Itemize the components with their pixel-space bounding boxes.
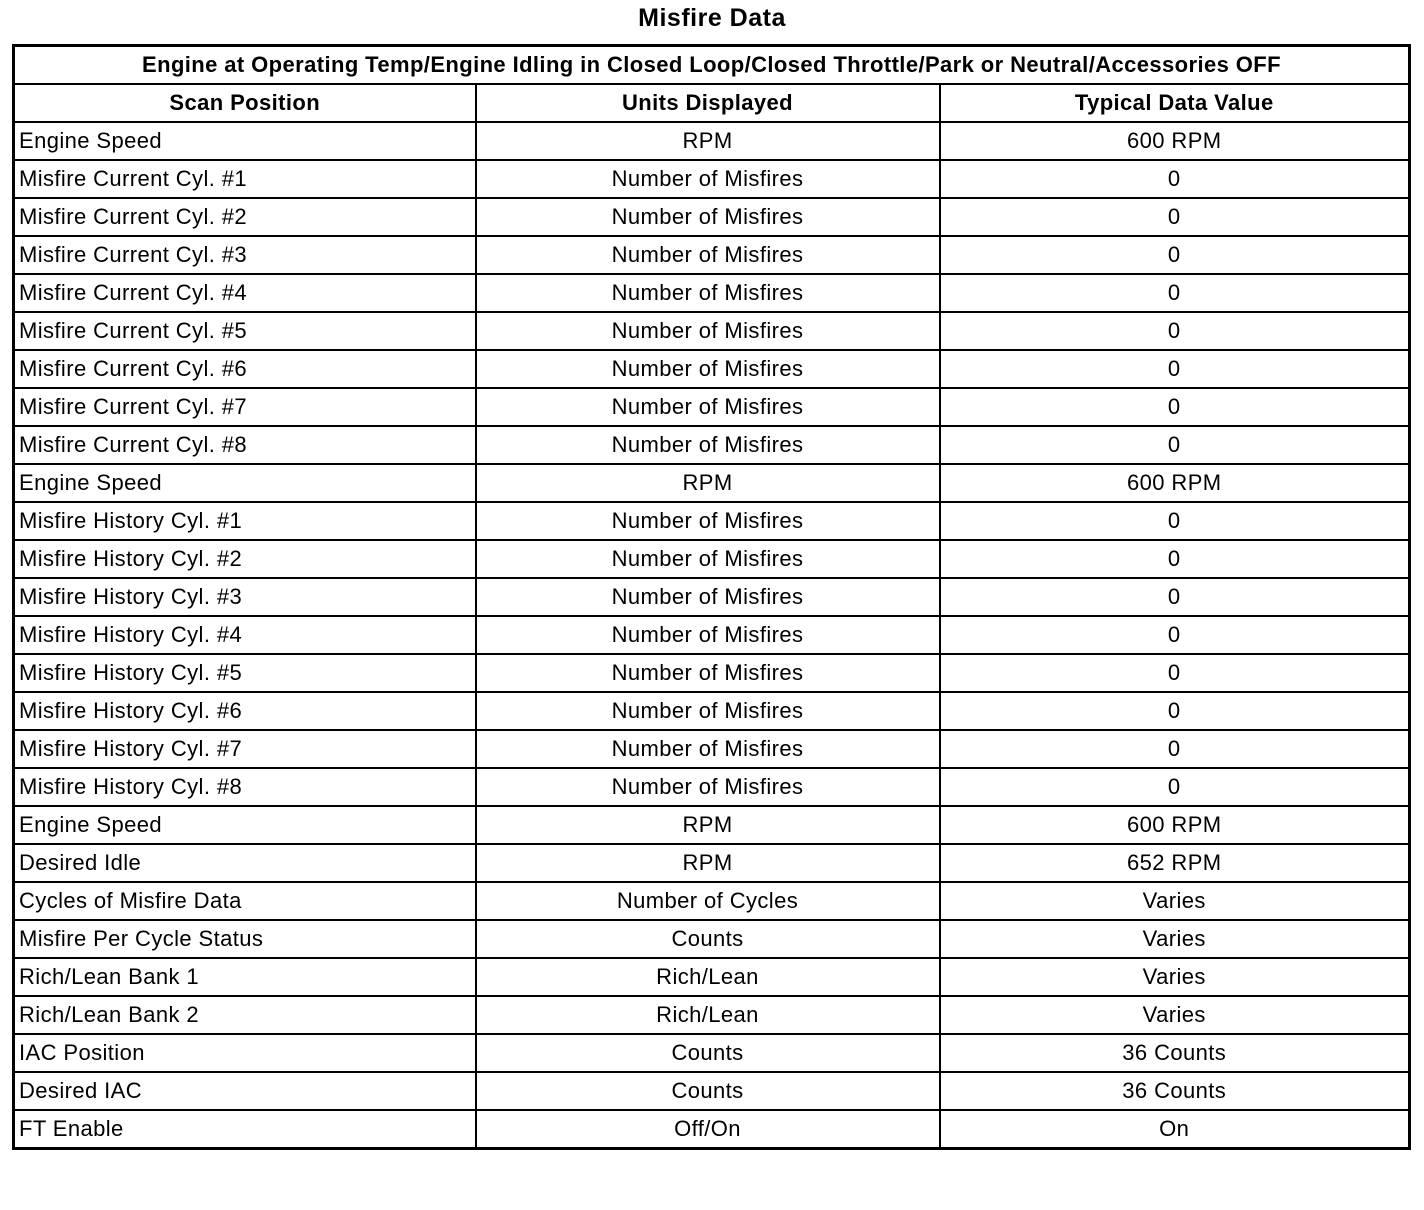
scan-position-cell: Misfire History Cyl. #3 [14, 578, 476, 616]
units-displayed-cell: Number of Misfires [476, 654, 940, 692]
typical-data-value-cell: 600 RPM [940, 464, 1410, 502]
scan-position-cell: Misfire History Cyl. #6 [14, 692, 476, 730]
table-row [14, 996, 1410, 1034]
typical-data-value-cell: 0 [940, 502, 1410, 540]
page-title: Misfire Data [638, 4, 786, 32]
units-displayed-cell: RPM [476, 122, 940, 160]
condition-row [14, 46, 1410, 85]
typical-data-value-cell: 0 [940, 692, 1410, 730]
table-row [14, 350, 1410, 388]
units-displayed-cell: RPM [476, 806, 940, 844]
scan-position-cell: FT Enable [14, 1110, 476, 1149]
typical-data-value-cell: 0 [940, 730, 1410, 768]
scan-position-cell: Misfire Current Cyl. #6 [14, 350, 476, 388]
scan-position-cell: Desired IAC [14, 1072, 476, 1110]
units-displayed-cell: Number of Misfires [476, 236, 940, 274]
scan-position-cell: Misfire Current Cyl. #1 [14, 160, 476, 198]
scan-position-cell: Cycles of Misfire Data [14, 882, 476, 920]
scan-position-cell: Misfire Current Cyl. #5 [14, 312, 476, 350]
units-displayed-cell: Number of Cycles [476, 882, 940, 920]
typical-data-value-cell: 600 RPM [940, 806, 1410, 844]
table-row [14, 730, 1410, 768]
typical-data-value-cell: 0 [940, 160, 1410, 198]
scan-position-cell: Misfire Per Cycle Status [14, 920, 476, 958]
units-displayed-cell: Number of Misfires [476, 616, 940, 654]
table-row [14, 122, 1410, 160]
units-displayed-cell: Counts [476, 1072, 940, 1110]
units-displayed-cell: Number of Misfires [476, 274, 940, 312]
table-row [14, 426, 1410, 464]
scan-position-cell: Misfire Current Cyl. #2 [14, 198, 476, 236]
table-row [14, 578, 1410, 616]
units-displayed-cell: Number of Misfires [476, 388, 940, 426]
scan-position-cell: Engine Speed [14, 122, 476, 160]
table-row [14, 236, 1410, 274]
units-displayed-cell: Number of Misfires [476, 312, 940, 350]
scan-position-cell: Engine Speed [14, 806, 476, 844]
typical-data-value-cell: Varies [940, 958, 1410, 996]
misfire-data-table [12, 44, 1411, 1150]
units-displayed-cell: Number of Misfires [476, 578, 940, 616]
table-row [14, 1072, 1410, 1110]
table-row [14, 882, 1410, 920]
units-displayed-cell: Number of Misfires [476, 160, 940, 198]
table-row [14, 502, 1410, 540]
scan-position-cell: Misfire History Cyl. #2 [14, 540, 476, 578]
table-row [14, 312, 1410, 350]
units-displayed-cell: Counts [476, 1034, 940, 1072]
typical-data-value-cell: 0 [940, 540, 1410, 578]
table-row [14, 616, 1410, 654]
scan-position-cell: Engine Speed [14, 464, 476, 502]
typical-data-value-cell: 0 [940, 198, 1410, 236]
typical-data-value-cell: Varies [940, 996, 1410, 1034]
table-row [14, 958, 1410, 996]
typical-data-value-cell: 0 [940, 350, 1410, 388]
units-displayed-cell: Number of Misfires [476, 350, 940, 388]
scan-position-cell: Misfire Current Cyl. #4 [14, 274, 476, 312]
column-header-units-displayed: Units Displayed [476, 84, 940, 122]
typical-data-value-cell: 600 RPM [940, 122, 1410, 160]
column-header-scan-position: Scan Position [14, 84, 476, 122]
typical-data-value-cell: On [940, 1110, 1410, 1149]
typical-data-value-cell: 0 [940, 274, 1410, 312]
column-header-typical-data-value: Typical Data Value [940, 84, 1410, 122]
units-displayed-cell: Number of Misfires [476, 426, 940, 464]
units-displayed-cell: Number of Misfires [476, 692, 940, 730]
units-displayed-cell: Number of Misfires [476, 730, 940, 768]
typical-data-value-cell: 0 [940, 578, 1410, 616]
units-displayed-cell: Off/On [476, 1110, 940, 1149]
table-row [14, 1110, 1410, 1149]
column-header-row [14, 84, 1410, 122]
scan-position-cell: Misfire Current Cyl. #3 [14, 236, 476, 274]
table-row [14, 198, 1410, 236]
scan-position-cell: Misfire History Cyl. #7 [14, 730, 476, 768]
table-row [14, 160, 1410, 198]
typical-data-value-cell: 0 [940, 616, 1410, 654]
scan-position-cell: IAC Position [14, 1034, 476, 1072]
units-displayed-cell: Number of Misfires [476, 198, 940, 236]
scan-position-cell: Desired Idle [14, 844, 476, 882]
typical-data-value-cell: 652 RPM [940, 844, 1410, 882]
typical-data-value-cell: 0 [940, 388, 1410, 426]
scan-position-cell: Rich/Lean Bank 1 [14, 958, 476, 996]
typical-data-value-cell: 0 [940, 236, 1410, 274]
typical-data-value-cell: Varies [940, 882, 1410, 920]
scan-position-cell: Rich/Lean Bank 2 [14, 996, 476, 1034]
typical-data-value-cell: 36 Counts [940, 1072, 1410, 1110]
operating-condition: Engine at Operating Temp/Engine Idling in Closed Loop/Closed Throttle/Park or Neutral/Accessories OFF [14, 46, 1410, 85]
scan-position-cell: Misfire History Cyl. #8 [14, 768, 476, 806]
table-row [14, 388, 1410, 426]
typical-data-value-cell: 36 Counts [940, 1034, 1410, 1072]
units-displayed-cell: Rich/Lean [476, 996, 940, 1034]
table-row [14, 844, 1410, 882]
table-row [14, 540, 1410, 578]
units-displayed-cell: Rich/Lean [476, 958, 940, 996]
scan-position-cell: Misfire Current Cyl. #7 [14, 388, 476, 426]
units-displayed-cell: Number of Misfires [476, 502, 940, 540]
scan-position-cell: Misfire Current Cyl. #8 [14, 426, 476, 464]
typical-data-value-cell: 0 [940, 312, 1410, 350]
typical-data-value-cell: 0 [940, 768, 1410, 806]
scan-position-cell: Misfire History Cyl. #5 [14, 654, 476, 692]
table-row [14, 464, 1410, 502]
typical-data-value-cell: 0 [940, 426, 1410, 464]
units-displayed-cell: RPM [476, 464, 940, 502]
units-displayed-cell: Counts [476, 920, 940, 958]
table-row [14, 692, 1410, 730]
table-row [14, 806, 1410, 844]
table-row [14, 1034, 1410, 1072]
scan-position-cell: Misfire History Cyl. #4 [14, 616, 476, 654]
typical-data-value-cell: Varies [940, 920, 1410, 958]
scan-position-cell: Misfire History Cyl. #1 [14, 502, 476, 540]
table-row [14, 920, 1410, 958]
table-row [14, 274, 1410, 312]
table-row [14, 654, 1410, 692]
units-displayed-cell: RPM [476, 844, 940, 882]
units-displayed-cell: Number of Misfires [476, 768, 940, 806]
typical-data-value-cell: 0 [940, 654, 1410, 692]
table-row [14, 768, 1410, 806]
units-displayed-cell: Number of Misfires [476, 540, 940, 578]
